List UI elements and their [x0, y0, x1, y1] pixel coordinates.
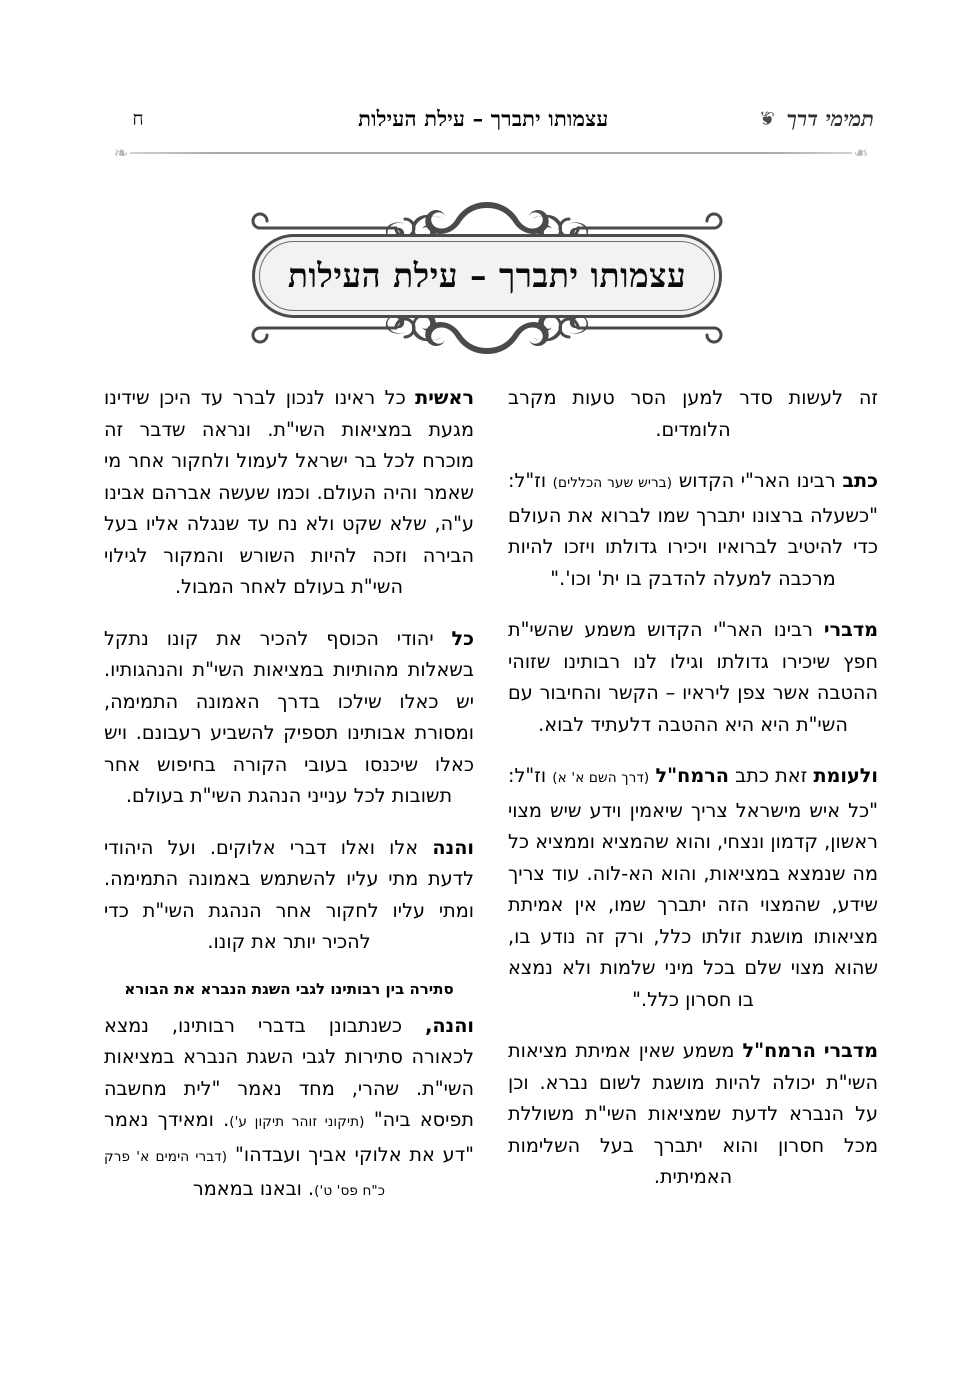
header-divider [108, 143, 874, 164]
paragraph-text: אלו ואלו דברי אלוקים. ועל היהודי לדעת מתי עליו להשתמש באמונה התמימה. ומתי עליו לחקור אחר הנהגת השי"ת כדי להכיר יותר את קונו. [104, 835, 474, 953]
page-number: ח [132, 107, 144, 130]
source-citation: (תיקוני זוהר תיקון ע') [229, 1114, 365, 1130]
paragraph-text: וז"ל: "כל איש מישראל צריך שיאמין וידע שיש מצוי ראשון, קדמון ונצחי, והוא שהמציא וממציא כל מה שנמצא במציאות, והוא הא-לוה. עוד צריך שידע, שהמצוי הזה יתברך שמו, אין אמיתת מציאותו מושגת זולתו כלל, ורק זה נודע בו, שהוא מצוי שלם בכל מיני שלמות ולא נמצא בו חסרון כלל." [508, 764, 878, 1011]
paragraph-text: כל ראינו לנכון לברר עד היכן שידינו מגעת במציאות השי"ת. ונראה שדבר זה מוכרח לכל בר ישראל לעמול ולחקור אחר מי שאמר והיה העולם. וכמו שעשה אברהם אבינו ע"ה, שלא שקט ולא נח עד שנגלה אליו בעל הבירה וזכה להיות השורש והמקור לגילוי השי"ת בעולם לאחר המבול. [104, 386, 474, 598]
section-subheading: סתירה בין רבותינו לגבי השגת הנברא את הבורא [124, 979, 454, 998]
paragraph-text: יהודי הכוסף להכיר את קונו נתקל בשאלות מהותיות במציאות השי"ת והנהגותיו. יש כאלו שילכו בדרך האמונה התמימה, ומסורת אבותינו תספיק להשביע רעבונם. ויש כאלו שיכנסו בעובי הקורה בחיפוש אחר תשובות לכל ענייני הנהגת השי"ת בעולם. [104, 626, 474, 807]
paragraph-text: זה לעשות סדר למען הסר טעות מקרב הלומדים. [508, 386, 878, 441]
banner-ornament-bottom [246, 316, 728, 358]
paragraph-text: . ומאידך נאמר "דע את אלוקי אביך ועבדהו" [104, 1108, 474, 1166]
paragraph-midivrei-ramchal [508, 1035, 878, 1193]
paragraph-lead-word: והנה [432, 835, 474, 859]
paragraph-lead-word-secondary: הרמח"ל [655, 764, 729, 787]
source-citation: (דרך השם א' א) [552, 770, 650, 786]
paragraph-lead-word: מדברי [823, 1039, 878, 1062]
paragraph-lead-word: ראשית [415, 386, 474, 409]
paragraph-kol-yehudi [104, 623, 474, 812]
paragraph-lead-word-secondary: הרמח"ל [742, 1039, 816, 1062]
rule-flourish-right-icon: ❧ [853, 143, 869, 164]
body-columns [104, 382, 878, 1328]
running-head-title: עצמותו יתברך – עילת העילות [358, 106, 609, 131]
paragraph-lead-word: ולעומת [813, 764, 878, 787]
paragraph-text: משמע שאין אמיתת מציאות השי"ת יכולה להיות מושגת לשום נברא. וכן על הנברא לדעת שמציאות השי"ת משוללת מכל חסרון והוא יתברך בעל השלימות האמיתית. [508, 1039, 878, 1188]
column-left [508, 382, 878, 1328]
paragraph-text: וז"ל: "כשעלה ברצונו יתברך שמו לברוא את העולם כדי להיטיב לברואיו ויכירו גדולתו ויזכו להיות מרכבה למעלה להדבק בו ית' וכו'." [508, 469, 878, 590]
source-citation: (דברי הימים א' פרק כ"ח פס' ט') [104, 1148, 386, 1199]
book-brand: תמימי דרך [786, 106, 874, 131]
paragraph-lead-word: כל [451, 626, 474, 650]
paragraph-kasav-arizal [508, 465, 878, 594]
paragraph-reishis [104, 382, 474, 603]
paragraph-lead-word: והנה, [425, 1013, 474, 1037]
rule-bar [130, 152, 852, 154]
paragraph-vehine-second [104, 1010, 474, 1208]
paragraph-vehine-first [104, 832, 474, 958]
paragraph-ulumas [508, 760, 878, 1015]
rule-flourish-left-icon: ❧ [113, 143, 129, 164]
paragraph-text: זאת כתב [728, 764, 814, 787]
paragraph-midivrei-arizal [508, 614, 878, 740]
paragraph-text: . ובאנו במאמר [192, 1177, 315, 1200]
paragraph-text: רבינו האר"י הקדוש [672, 469, 843, 492]
title-banner [246, 198, 728, 358]
chapter-title-box [252, 234, 722, 318]
leaf-flourish-icon: ❦ [758, 107, 775, 130]
paragraph-lead-word: כתב [842, 469, 878, 492]
paragraph-text: כשנתבונן בדברי רבותינו, נמצא לכאורה סתירות לגבי השגת הנברא במציאות השי"ת. שהרי, מחד נאמר "לית מחשבה תפיסא ביה" [104, 1013, 475, 1131]
paragraph-text: רבינו האר"י הקדוש משמע שהשי"ת חפץ שיכירו גדולתו וגילו לנו רבותינו שזוהי ההטבה אשר צפן ליראיו – הקשר והחיבור עם השי"ת היא היא ההטבה דלעתיד לבוא. [508, 618, 878, 736]
paragraph-text [816, 1039, 824, 1062]
paragraph-lead-word: מדברי [823, 618, 878, 641]
source-citation: (בריש שער הכללים) [552, 475, 673, 491]
chapter-title: עצמותו יתברך – עילת העילות [287, 256, 687, 295]
running-head [108, 96, 874, 142]
paragraph-continuation [508, 382, 878, 445]
column-right [104, 382, 474, 1328]
